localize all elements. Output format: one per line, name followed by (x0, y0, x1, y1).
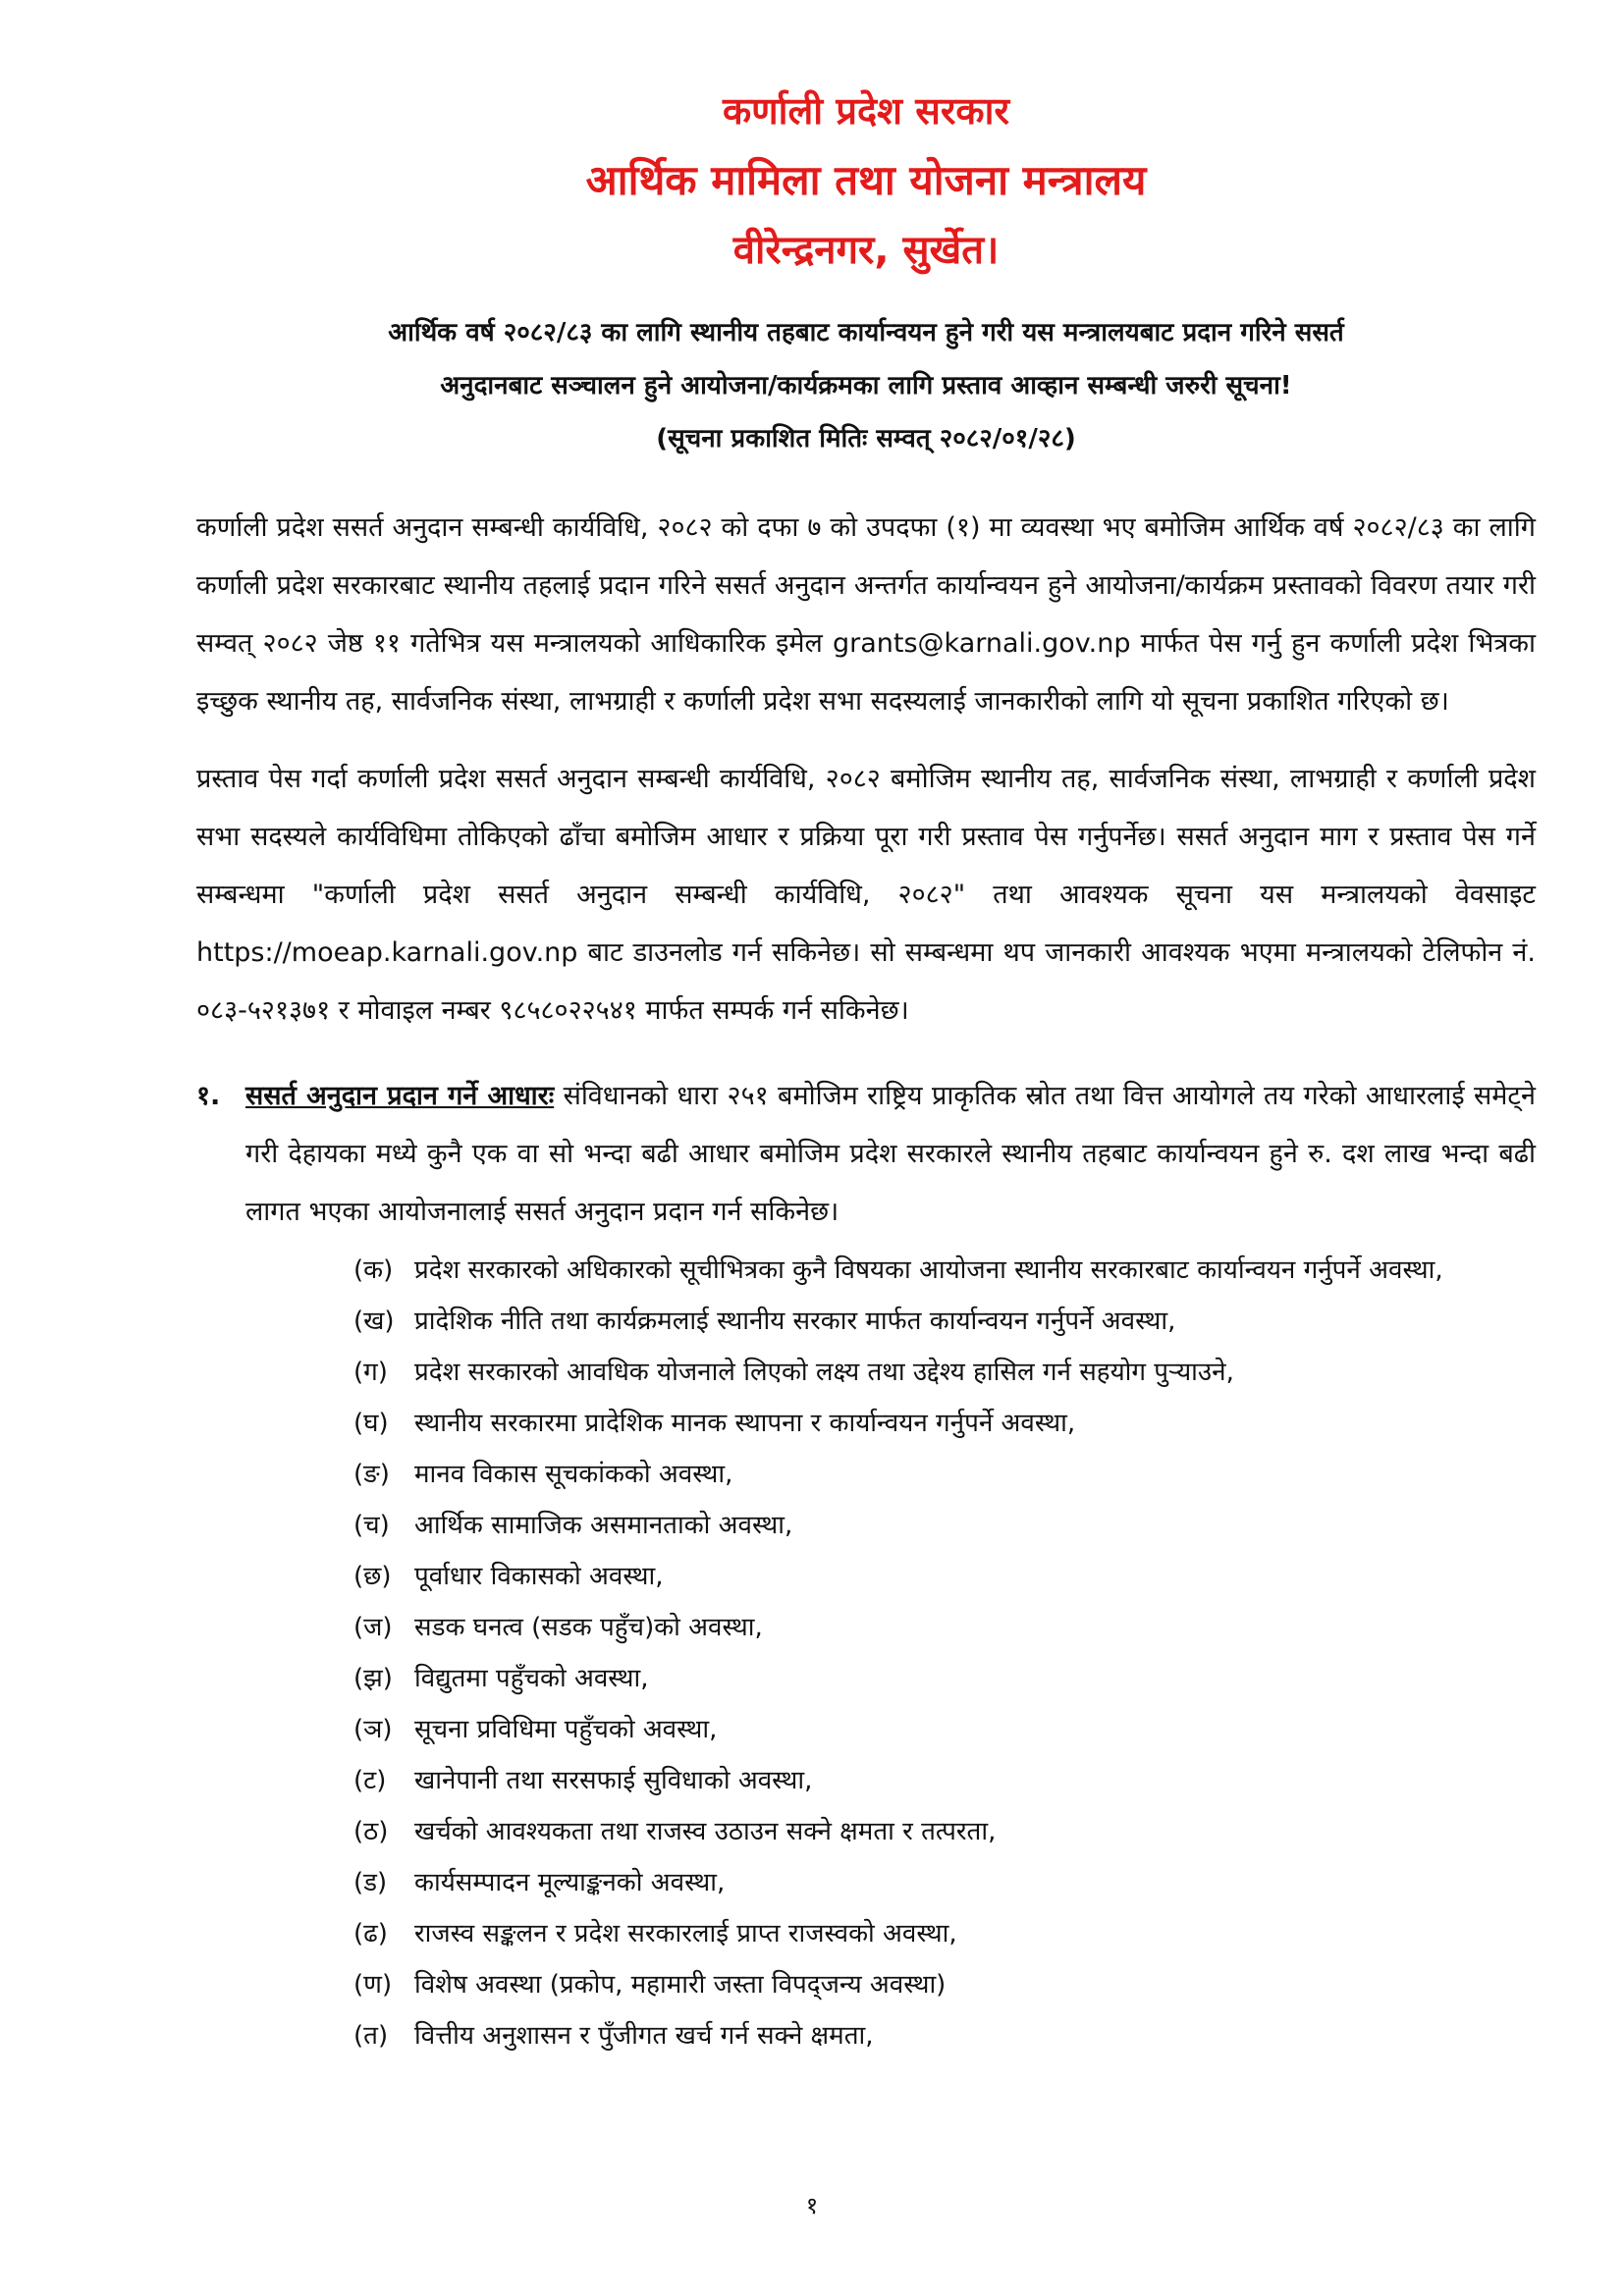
notice-title-line-1: आर्थिक वर्ष २०८२/८३ का लागि स्थानीय तहबाट कार्यान्वयन हुने गरी यस मन्त्रालयबाट प्रदान गरिने ससर्त (388, 318, 1344, 347)
page-number: १ (805, 2192, 819, 2219)
criteria-list (245, 1245, 1536, 2061)
criteria-marker: (क) (353, 1255, 394, 1285)
criteria-item (353, 1296, 1536, 1347)
criteria-text: खर्चको आवश्यकता तथा राजस्व उठाउन सक्ने क्षमता र तत्परता, (414, 1817, 997, 1846)
criteria-text: विद्युतमा पहुँचको अवस्था, (414, 1664, 649, 1693)
criteria-item (353, 1653, 1536, 1704)
criteria-text: वित्तीय अनुशासन र पुँजीगत खर्च गर्न सक्ने क्षमता, (414, 2021, 874, 2051)
criteria-text: सडक घनत्व (सडक पहुँच)को अवस्था, (414, 1613, 763, 1642)
section-number: १. (196, 1081, 221, 1111)
criteria-marker: (ठ) (353, 1817, 389, 1846)
header-government: कर्णाली प्रदेश सरकार (722, 89, 1009, 133)
criteria-text: सूचना प्रविधिमा पहुँचको अवस्था, (414, 1715, 718, 1744)
criteria-marker: (त) (353, 2021, 389, 2051)
section-body (245, 1067, 1536, 1241)
header-ministry: आर्थिक मामिला तथा योजना मन्त्रालय (585, 156, 1147, 204)
criteria-marker: (च) (353, 1511, 390, 1540)
criteria-text: खानेपानी तथा सरसफाई सुविधाको अवस्था, (414, 1766, 813, 1795)
criteria-item (353, 1959, 1536, 2010)
criteria-item (353, 1806, 1536, 1857)
section-1 (196, 1067, 1536, 2061)
criteria-marker: (झ) (353, 1664, 393, 1693)
criteria-text: प्रदेश सरकारको अधिकारको सूचीभित्रका कुनै विषयका आयोजना स्थानीय सरकारबाट कार्यान्वयन गर्नुपर्ने अवस्था, (414, 1255, 1443, 1285)
criteria-marker: (ड) (353, 1868, 388, 1897)
criteria-item (353, 1704, 1536, 1755)
criteria-text: पूर्वाधार विकासको अवस्था, (414, 1562, 664, 1591)
criteria-marker: (ज) (353, 1613, 393, 1642)
criteria-item (353, 1908, 1536, 1959)
criteria-item (353, 1551, 1536, 1602)
notice-date: (सूचना प्रकाशित मितिः सम्वत् २०८२/०१/२८) (656, 424, 1076, 454)
criteria-text: कार्यसम्पादन मूल्याङ्कनको अवस्था, (414, 1868, 726, 1897)
criteria-text: राजस्व सङ्कलन र प्रदेश सरकारलाई प्राप्त राजस्वको अवस्था, (414, 1919, 957, 1949)
criteria-text: प्रदेश सरकारको आवधिक योजनाले लिएको लक्ष्य तथा उद्देश्य हासिल गर्न सहयोग पुऱ्याउने, (414, 1358, 1234, 1387)
paragraph-2: प्रस्ताव पेस गर्दा कर्णाली प्रदेश ससर्त अनुदान सम्बन्धी कार्यविधि, २०८२ बमोजिम स्थानीय तह, सार्वजनिक संस्था, लाभग्राही र कर्णाली प्रदेश सभा सदस्यले कार्यविधिमा तोकिएको ढाँचा बमोजिम आधार र प्रक्रिया पूरा गरी प्रस्ताव पेस गर्नुपर्नेछ। ससर्त अनुदान माग र प्रस्ताव पेस गर्ने सम्बन्धमा "कर्णाली प्रदेश ससर्त अनुदान सम्बन्धी कार्यविधि, २०८२" तथा आवश्यक सूचना यस मन्त्रालयको वेवसाइट https://moeap.karnali.gov.np बाट डाउनलोड गर्न सकिनेछ। सो सम्बन्धमा थप जानकारी आवश्यक भएमा मन्त्रालयको टेलिफोन नं. ०८३-५२१३७१ र मोवाइल नम्बर ९८५८०२२५४१ मार्फत सम्पर्क गर्न सकिनेछ। (196, 764, 1536, 1026)
criteria-text: स्थानीय सरकारमा प्रादेशिक मानक स्थापना र कार्यान्वयन गर्नुपर्ने अवस्था, (414, 1409, 1076, 1438)
criteria-marker: (ट) (353, 1766, 387, 1795)
criteria-item (353, 1398, 1536, 1449)
criteria-text: आर्थिक सामाजिक असमानताको अवस्था, (414, 1511, 793, 1540)
criteria-marker: (ञ) (353, 1715, 393, 1744)
section-text: संविधानको धारा २५१ बमोजिम राष्ट्रिय प्राकृतिक स्रोत तथा वित्त आयोगले तय गरेको आधारलाई समेट्ने गरी देहायका मध्ये कुनै एक वा सो भन्दा बढी आधार बमोजिम प्रदेश सरकारले स्थानीय तहबाट कार्यान्वयन हुने रु. दश लाख भन्दा बढी लागत भएका आयोजनालाई ससर्त अनुदान प्रदान गर्न सकिनेछ। (245, 1081, 1536, 1227)
criteria-item (353, 2010, 1536, 2061)
section-heading: ससर्त अनुदान प्रदान गर्ने आधारः (245, 1081, 555, 1111)
header-location: वीरेन्द्रनगर, सुर्खेत। (732, 228, 1000, 273)
criteria-item (353, 1449, 1536, 1500)
criteria-marker: (घ) (353, 1409, 389, 1438)
criteria-marker: (ण) (353, 1970, 393, 2000)
criteria-marker: (ढ) (353, 1919, 388, 1949)
notice-title (196, 306, 1536, 465)
criteria-marker: (ङ) (353, 1460, 390, 1489)
criteria-marker: (ग) (353, 1358, 388, 1387)
criteria-item (353, 1857, 1536, 1908)
criteria-item (353, 1602, 1536, 1653)
criteria-text: मानव विकास सूचकांकको अवस्था, (414, 1460, 733, 1489)
criteria-marker: (ख) (353, 1307, 395, 1336)
criteria-item (353, 1245, 1536, 1296)
criteria-item (353, 1347, 1536, 1398)
criteria-item (353, 1500, 1536, 1551)
criteria-text: प्रादेशिक नीति तथा कार्यक्रमलाई स्थानीय सरकार मार्फत कार्यान्वयन गर्नुपर्ने अवस्था, (414, 1307, 1176, 1336)
notice-title-line-2: अनुदानबाट सञ्चालन हुने आयोजना/कार्यक्रमका लागि प्रस्ताव आव्हान सम्बन्धी जरुरी सूचना! (440, 371, 1292, 400)
criteria-item (353, 1755, 1536, 1806)
criteria-text: विशेष अवस्था (प्रकोप, महामारी जस्ता विपद्जन्य अवस्था) (414, 1970, 947, 2000)
paragraph-1: कर्णाली प्रदेश ससर्त अनुदान सम्बन्धी कार्यविधि, २०८२ को दफा ७ को उपदफा (१) मा व्यवस्था भए बमोजिम आर्थिक वर्ष २०८२/८३ का लागि कर्णाली प्रदेश सरकारबाट स्थानीय तहलाई प्रदान गरिने ससर्त अनुदान अन्तर्गत कार्यान्वयन हुने आयोजना/कार्यक्रम प्रस्तावको विवरण तयार गरी सम्वत् २०८२ जेष्ठ ११ गतेभित्र यस मन्त्रालयको आधिकारिक इमेल grants@karnali.gov.np मार्फत पेस गर्नु हुन कर्णाली प्रदेश भित्रका इच्छुक स्थानीय तह, सार्वजनिक संस्था, लाभग्राही र कर्णाली प्रदेश सभा सदस्यलाई जानकारीको लागि यो सूचना प्रकाशित गरिएको छ। (196, 512, 1536, 717)
criteria-marker: (छ) (353, 1562, 392, 1591)
